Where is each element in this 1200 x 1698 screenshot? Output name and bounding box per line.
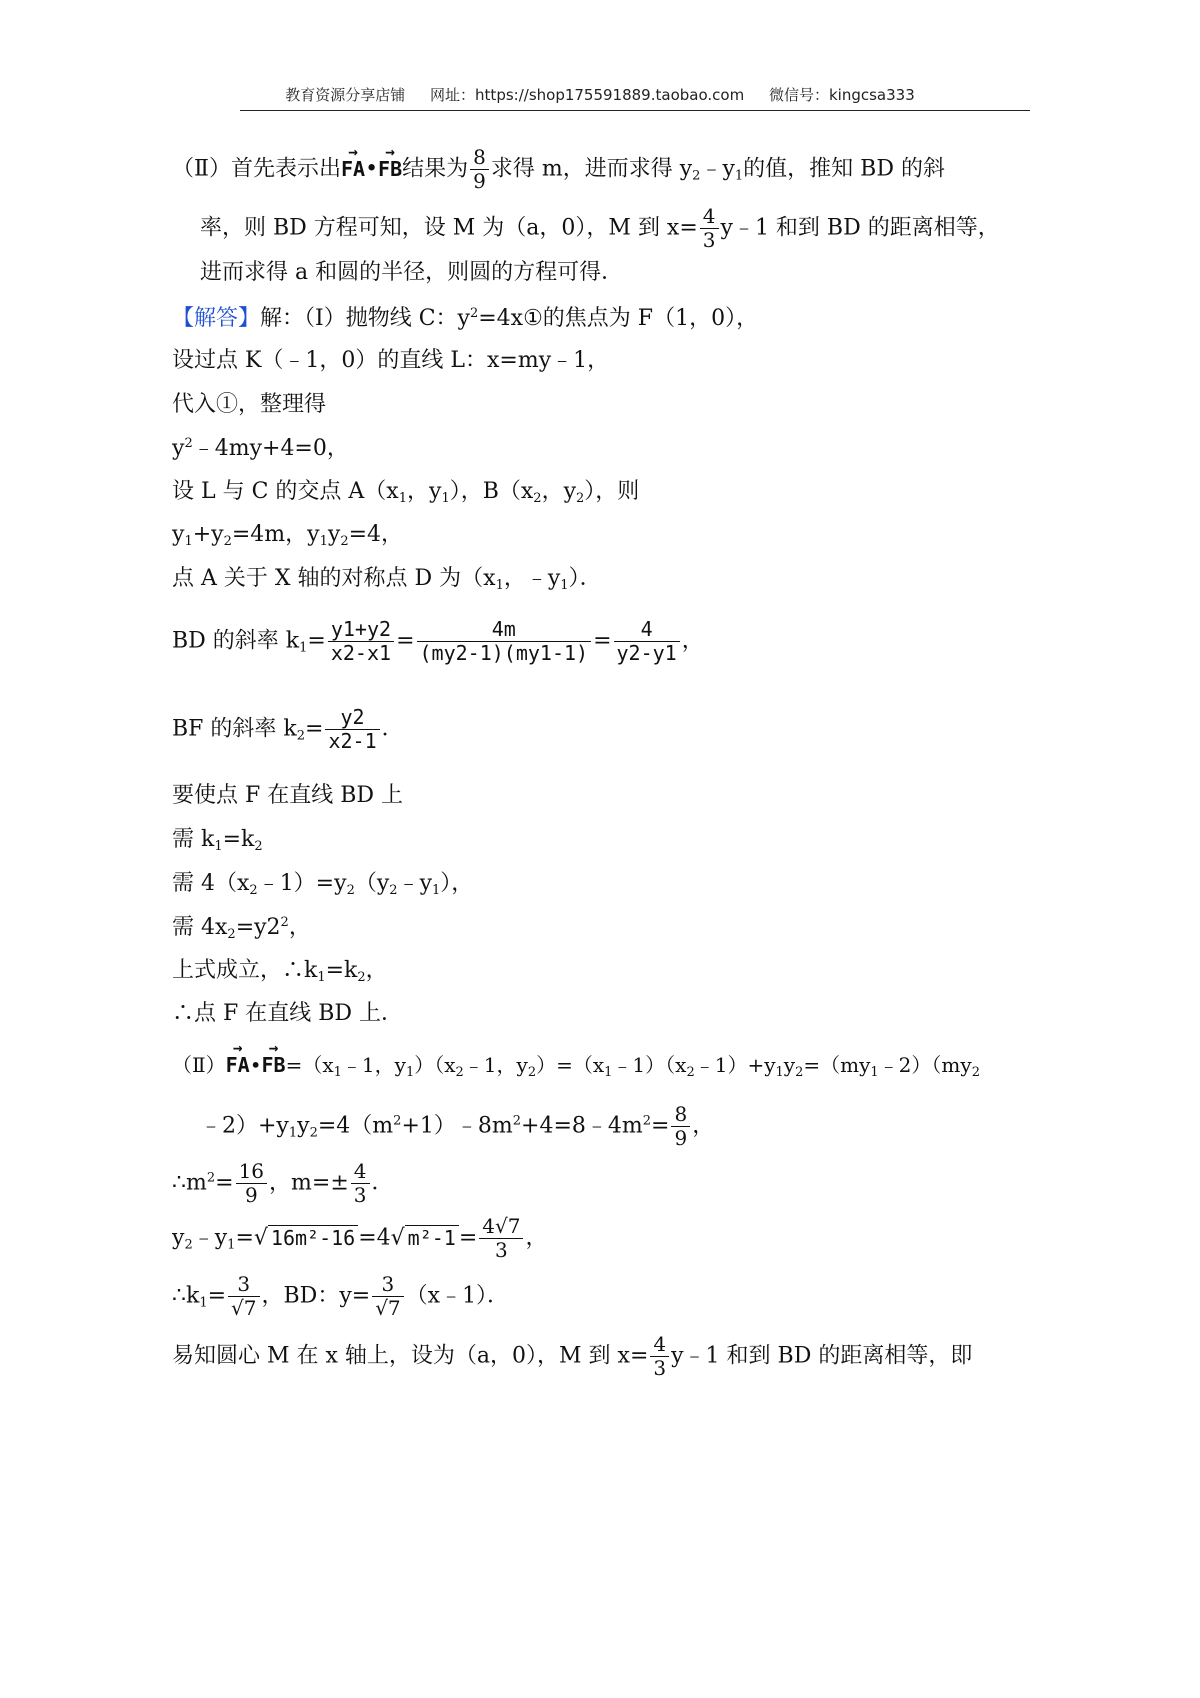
denominator: 3 [353, 1183, 367, 1207]
text: ， [365, 958, 388, 983]
site-url[interactable] [430, 86, 744, 104]
superscript: 2 [512, 1113, 522, 1129]
solution-line-6 [172, 524, 403, 548]
denominator: 9 [674, 1126, 688, 1150]
denominator: 3 [702, 228, 716, 252]
fraction-k2 [325, 706, 379, 753]
text: ，y [541, 479, 577, 504]
text: y [297, 1113, 310, 1139]
subscript: 2 [527, 1065, 537, 1080]
solution-line-1 [172, 307, 758, 330]
subscript: 2 [971, 1065, 980, 1080]
text: 上式成立，∴k [172, 958, 318, 983]
text: =4， [348, 522, 404, 547]
fraction-4sqrt7-3 [479, 1215, 523, 1262]
analysis-line-1 [172, 146, 945, 193]
text: ． [371, 1170, 394, 1196]
subscript: 2 [346, 883, 355, 898]
text: y [172, 436, 185, 461]
text: =k [325, 958, 358, 983]
denominator: √7 [375, 1296, 401, 1320]
numerator: 8 [671, 1103, 690, 1127]
vector-fb: → FB [261, 1055, 285, 1075]
superscript: 2 [642, 1113, 652, 1129]
text: ），B（x [449, 479, 534, 504]
solution-line-7 [172, 568, 602, 592]
subscript: 1 [319, 534, 328, 549]
text: +1）﹣8m [401, 1113, 513, 1139]
numerator: 4 [351, 1160, 370, 1184]
fraction-k1-c [614, 618, 680, 665]
subscript: 1 [288, 1125, 298, 1141]
text: ． [381, 716, 404, 742]
sqrt-symbol: √ [253, 1225, 268, 1251]
subscript: 2 [357, 970, 366, 985]
text: ﹣2）（my [878, 1053, 972, 1077]
text: ﹣1，y [341, 1053, 406, 1077]
text: ）=（x [536, 1053, 605, 1077]
site-label: 网址： [430, 86, 476, 104]
text: ﹣y [700, 156, 735, 182]
text: ， [692, 1113, 715, 1139]
text: = [593, 628, 612, 654]
text: y [783, 1053, 796, 1077]
subscript: 2 [692, 168, 701, 184]
text: （x﹣1）． [405, 1283, 510, 1309]
text: 点 A 关于 X 轴的对称点 D 为（x [172, 566, 496, 591]
text: ，﹣y [503, 566, 561, 591]
wechat-value: kingcsa333 [828, 86, 915, 104]
numerator: 4 [650, 1333, 669, 1357]
text: ﹣y [192, 1225, 228, 1251]
subscript: 1 [184, 534, 193, 549]
text: BD 的斜率 k [172, 628, 300, 654]
text: ∴m [172, 1170, 207, 1196]
fraction-3-sqrt7 [228, 1273, 259, 1320]
subscript: 2 [184, 1237, 193, 1253]
denominator: x2-1 [328, 729, 377, 753]
text: 率，则 BD 方程可知，设 M 为（a，0），M 到 x= [200, 215, 698, 241]
fraction-4-3 [650, 1333, 669, 1380]
text: ，m=± [269, 1170, 349, 1196]
subscript: 2 [227, 927, 236, 942]
subscript: 1 [775, 1065, 784, 1080]
text: = [307, 628, 326, 654]
subscript: 1 [432, 883, 441, 898]
solution-line-15: ∴点 F 在直线 BD 上． [172, 1001, 404, 1026]
solution-line-21 [172, 1333, 972, 1380]
dot-operator: • [365, 156, 379, 182]
text: （Ⅱ） [172, 1053, 226, 1077]
text: = [305, 716, 324, 742]
solution-line-14 [172, 960, 388, 984]
superscript: 2 [469, 306, 479, 321]
vector-fa: → FA [226, 1055, 250, 1075]
text: ）． [568, 566, 602, 591]
fraction-k1-a [328, 618, 394, 665]
analysis-line-3: 进而求得 a 和圆的半径，则圆的方程可得． [200, 260, 624, 285]
solution-line-11 [172, 829, 263, 853]
subscript: 1 [495, 578, 504, 593]
analysis-line-2 [200, 205, 1000, 252]
text: y [327, 522, 341, 547]
numerator: 8 [470, 146, 489, 170]
text: 结果为 [402, 156, 469, 182]
text: = [207, 1283, 227, 1309]
fraction-3-sqrt7 [372, 1273, 403, 1320]
superscript: 2 [184, 436, 193, 451]
shop-name: 教育资源分享店铺 [285, 86, 406, 104]
subscript: 1 [441, 491, 450, 506]
numerator: 16 [236, 1160, 267, 1184]
subscript: 1 [214, 839, 223, 854]
text: = [458, 1225, 478, 1251]
subscript: 1 [734, 168, 744, 184]
subscript: 1 [199, 1295, 208, 1311]
text: 解：（Ⅰ）抛物线 C：y [260, 306, 470, 331]
denominator: 3 [653, 1356, 667, 1380]
fraction-4-3 [700, 205, 719, 252]
text: ﹣4my+4=0， [192, 436, 349, 461]
numerator: 4 [614, 618, 680, 642]
text: ， [288, 915, 311, 940]
subscript: 2 [296, 728, 306, 744]
text: ，y [407, 479, 442, 504]
denominator: (my2-1)(my1-1) [419, 641, 589, 665]
text: =4m，y [231, 522, 320, 547]
text: = [396, 628, 415, 654]
solution-line-10: 要使点 F 在直线 BD 上 [172, 783, 404, 808]
subscript: 1 [299, 640, 308, 656]
solution-line-8 [172, 618, 704, 665]
subscript: 1 [405, 1065, 415, 1080]
text: =（my [803, 1053, 871, 1077]
denominator: 9 [473, 169, 486, 193]
text: =4（m [317, 1113, 394, 1139]
text: y﹣1 和到 BD 的距离相等， [720, 215, 1000, 241]
subscript: 2 [533, 491, 542, 506]
site-link[interactable]: https://shop175591889.taobao.com [475, 86, 745, 104]
text: +4=8﹣4m [521, 1113, 643, 1139]
text: 需 k [172, 827, 215, 852]
solution-line-12 [172, 873, 473, 897]
vector-fb: → FB [378, 159, 402, 179]
text: ， [525, 1225, 548, 1251]
fraction-4-3 [351, 1160, 370, 1207]
solution-line-16 [172, 1055, 980, 1079]
denominator: 3 [495, 1238, 508, 1262]
text: =（x [285, 1053, 334, 1077]
text: ﹣2）+y [200, 1113, 289, 1139]
wechat-id [769, 86, 915, 104]
text: =4x①的焦点为 F（1，0）， [478, 306, 759, 331]
subscript: 2 [254, 839, 263, 854]
fraction-8-9 [470, 146, 489, 193]
text: ）， [440, 871, 474, 896]
solution-line-3: 代入①，整理得 [172, 392, 327, 417]
text: ﹣1）=y [257, 871, 347, 896]
text: y [172, 1225, 185, 1251]
numerator: 4√7 [479, 1215, 523, 1239]
denominator: √7 [231, 1296, 257, 1320]
text: 易知圆心 M 在 x 轴上，设为（a，0），M 到 x= [172, 1343, 649, 1369]
subscript: 2 [576, 491, 585, 506]
solution-line-2: 设过点 K（﹣1，0）的直线 L：x=my﹣1， [172, 348, 610, 373]
fraction-16-9 [236, 1160, 267, 1207]
subscript: 2 [389, 883, 398, 898]
solution-tag: 【解答】 [172, 306, 261, 331]
text: ∴k [172, 1283, 200, 1309]
subscript: 1 [398, 491, 407, 506]
fraction-k1-b [417, 618, 592, 665]
text: ， [681, 628, 704, 654]
text: ，BD：y= [261, 1283, 371, 1309]
wechat-label: 微信号： [768, 86, 829, 104]
text: ），则 [584, 479, 640, 504]
subscript: 1 [333, 1065, 342, 1080]
denominator: y2-y1 [616, 641, 677, 665]
text: = [235, 1225, 254, 1251]
text: =k [222, 827, 255, 852]
header-rule [240, 110, 1030, 111]
text: BF 的斜率 k [172, 716, 297, 742]
solution-line-17 [200, 1103, 714, 1150]
subscript: 2 [795, 1065, 804, 1080]
text: ）（x [414, 1053, 456, 1077]
subscript: 2 [340, 534, 349, 549]
numerator: y2 [325, 706, 379, 730]
text: ﹣y [397, 871, 432, 896]
subscript: 1 [604, 1065, 613, 1080]
subscript: 2 [309, 1125, 318, 1141]
radicand-1: 16m²-16 [268, 1225, 358, 1250]
solution-line-19 [172, 1215, 548, 1262]
text: 求得 m，进而求得 y [490, 156, 693, 182]
sqrt-symbol: √ [390, 1225, 405, 1251]
radicand-2: m²-1 [405, 1225, 459, 1250]
text: ﹣1）（x [612, 1053, 687, 1077]
subscript: 1 [227, 1237, 236, 1253]
fraction-8-9 [671, 1103, 690, 1150]
text: y﹣1 和到 BD 的距离相等，即 [671, 1343, 973, 1369]
solution-line-18 [172, 1160, 394, 1207]
numerator: 4m [417, 618, 592, 642]
numerator: 3 [228, 1273, 259, 1297]
text: y [172, 522, 185, 547]
text: 需 4（x [172, 871, 250, 896]
solution-line-4 [172, 437, 349, 460]
text: （Ⅱ）首先表示出 [172, 156, 341, 182]
subscript: 2 [249, 883, 258, 898]
subscript: 2 [686, 1065, 695, 1080]
vector-fa: → FA [341, 159, 365, 179]
text: = [651, 1113, 670, 1139]
text: （y [354, 871, 390, 896]
denominator: x2-x1 [330, 641, 392, 665]
subscript: 2 [223, 534, 232, 549]
page-header [0, 84, 1200, 105]
subscript: 1 [870, 1065, 879, 1080]
text: = [215, 1170, 234, 1196]
dot-operator: • [249, 1053, 262, 1077]
solution-line-20 [172, 1273, 509, 1320]
subscript: 1 [317, 970, 326, 985]
superscript: 2 [206, 1170, 216, 1186]
text: 设 L 与 C 的交点 A（x [172, 479, 399, 504]
text: 的值，推知 BD 的斜 [743, 156, 945, 182]
text: +y [192, 522, 224, 547]
text: =y2 [235, 915, 281, 940]
text: =4 [358, 1225, 391, 1251]
text: 需 4x [172, 915, 228, 940]
text: ﹣1，y [463, 1053, 528, 1077]
text: ﹣1）+y [694, 1053, 776, 1077]
subscript: 2 [455, 1065, 464, 1080]
numerator: 4 [700, 205, 719, 229]
solution-line-13 [172, 916, 311, 941]
superscript: 2 [280, 915, 289, 930]
denominator: 9 [244, 1183, 258, 1207]
solution-line-9 [172, 706, 404, 753]
subscript: 1 [560, 578, 569, 593]
numerator: 3 [372, 1273, 403, 1297]
numerator: y1+y2 [328, 618, 394, 642]
solution-line-5 [172, 481, 639, 505]
superscript: 2 [393, 1113, 402, 1129]
